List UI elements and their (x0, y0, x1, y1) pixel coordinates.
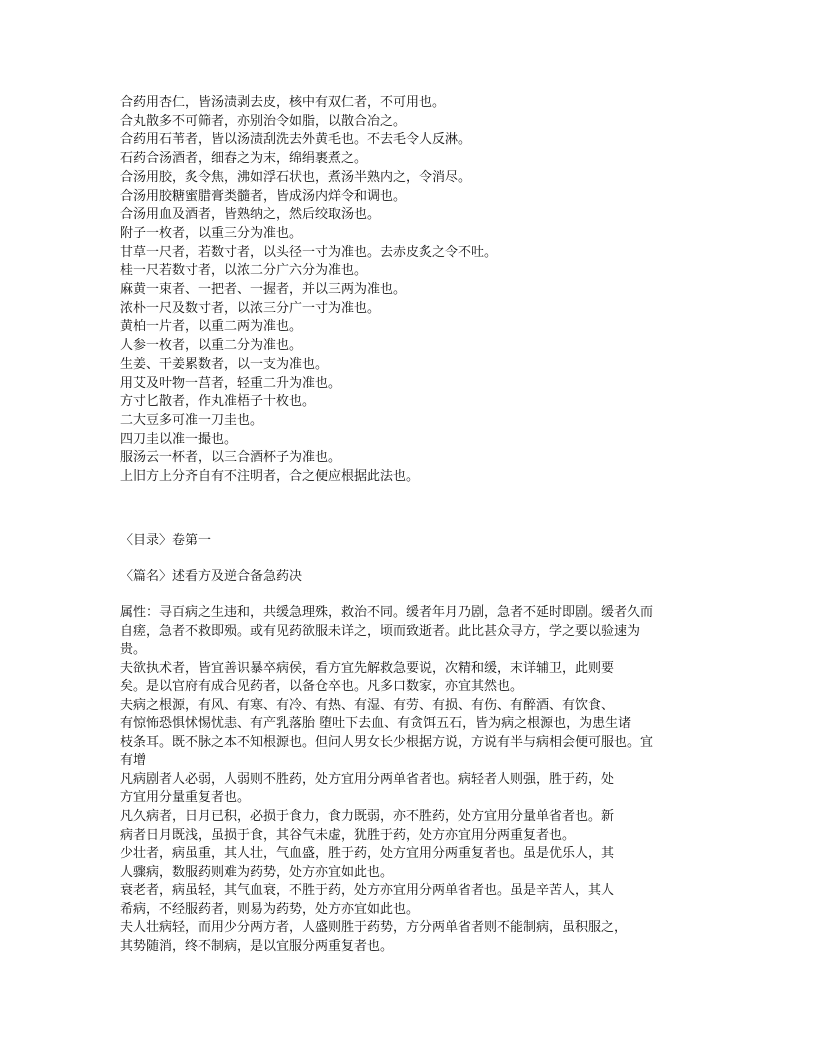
text-line: 桂一尺若数寸者，以浓二分广六分为准也。 (120, 263, 368, 279)
text-line: 生姜、干姜累数者，以一支为准也。 (120, 356, 329, 372)
text-line: 其势随消，终不制病，是以宜服分两重复者也。 (120, 938, 394, 954)
text-line: 合汤用胶，炙令焦，沸如浮石状也，煮汤半熟内之，令消尽。 (120, 169, 472, 185)
text-line: 四刀圭以准一撮也。 (120, 431, 238, 447)
text-line: 附子一枚者，以重三分为准也。 (120, 225, 303, 241)
text-line: 希病，不经服药者，则易为药势，处方亦宜如此也。 (120, 901, 420, 917)
text-line: 衰老者，病虽轻，其气血衰，不胜于药，处方亦宜用分两单省者也。虽是辛苦人，其人 (120, 883, 615, 899)
text-line: 矣。是以官府有成合见药者，以备仓卒也。凡多口数家，亦宜其然也。 (120, 679, 524, 695)
text-line: 人参一枚者，以重二分为准也。 (120, 338, 303, 354)
text-line: 贵。 (120, 642, 147, 658)
text-line: 合汤用血及酒者，皆熟纳之，然后绞取汤也。 (120, 207, 381, 223)
text-line: 夫病之根源，有风、有寒、有冷、有热、有湿、有劳、有损、有伤、有醉酒、有饮食、 (120, 697, 615, 713)
chapter-header: 〈篇名〉述看方及逆合备急药决 (120, 569, 303, 584)
text-line: 有增 (120, 753, 147, 769)
text-line: 二大豆多可准一刀圭也。 (120, 412, 264, 428)
chapter-body-section (120, 604, 700, 956)
text-line: 合丸散多不可筛者，亦别治令如脂，以散合冶之。 (120, 113, 407, 129)
text-line: 甘草一尺者，若数寸者，以头径一寸为准也。去赤皮炙之令不吐。 (120, 244, 498, 260)
text-line: 人骤病，数服药则难为药势，处方亦宜如此也。 (120, 864, 394, 880)
text-line: 麻黄一束者、一把者、一握者，并以三两为准也。 (120, 282, 407, 298)
text-line: 服汤云一杯者，以三合酒杯子为准也。 (120, 450, 342, 466)
text-line: 用艾及叶物一莒者，轻重二升为准也。 (120, 375, 342, 391)
text-line: 合药用杏仁，皆汤渍剥去皮，核中有双仁者，不可用也。 (120, 95, 446, 110)
text-line: 枝条耳。既不脉之本不知根源也。但问人男女长少根据方说，方说有半与病相会便可服也。宜 (120, 734, 654, 750)
text-line: 黄柏一片者，以重二两为准也。 (120, 319, 303, 335)
text-line: 有惊怖恐惧怵惕忧恚、有产乳落胎 堕吐下去血、有贪饵五石，皆为病之根源也，为患生诸 (120, 716, 632, 732)
text-line: 合药用石苇者，皆以汤渍刮洗去外黄毛也。不去毛令人反淋。 (120, 132, 472, 148)
text-line: 方宜用分量重复者也。 (120, 790, 251, 806)
text-line: 属性：寻百病之生违和，共缓急理殊，救治不同。缓者年月乃剧，急者不延时即剧。缓者久而 (120, 605, 654, 620)
text-line: 自瘥，急者不救即殒。或有见药欲服未详之，顷而致逝者。此比甚众寻方，学之要以验速为 (120, 623, 641, 639)
text-line: 夫欲执术者，皆宜善识暴卒病侯，看方宜先解救急要说，次精和缓，末详辅卫，此则要 (120, 660, 615, 676)
text-line: 凡病剧者人必弱，人弱则不胜药，处方宜用分两单省者也。病轻者人则强，胜于药，处 (120, 771, 615, 787)
text-line: 上旧方上分齐自有不注明者，合之便应根据此法也。 (120, 469, 420, 485)
text-line: 石药合汤酒者，细舂之为末，绵绢裹煮之。 (120, 151, 368, 167)
document-page (120, 94, 700, 954)
text-line: 方寸匕散者，作丸准梧子十枚也。 (120, 394, 316, 410)
text-line: 凡久病者，日月已积，必损于食力，食力既弱，亦不胜药，处方宜用分量单省者也。新 (120, 809, 615, 825)
text-line: 病者日月既浅，虽损于食，其谷气未虚，犹胜于药，处方亦宜用分两重复者也。 (120, 827, 576, 843)
text-line: 少壮者，病虽重，其人壮，气血盛，胜于药，处方宜用分两重复者也。虽是优乐人，其 (120, 846, 615, 862)
text-line: 合汤用胶糖蜜腊膏类髓者，皆成汤内烊令和调也。 (120, 188, 407, 204)
toc-header: 〈目录〉卷第一 (120, 533, 212, 548)
text-line: 夫人壮病轻，而用少分两方者，人盛则胜于药势，方分两单省者则不能制病，虽积服之， (120, 920, 628, 936)
text-line: 浓朴一尺及数寸者，以浓三分广一寸为准也。 (120, 300, 381, 316)
prescription-rules-section (120, 94, 700, 487)
